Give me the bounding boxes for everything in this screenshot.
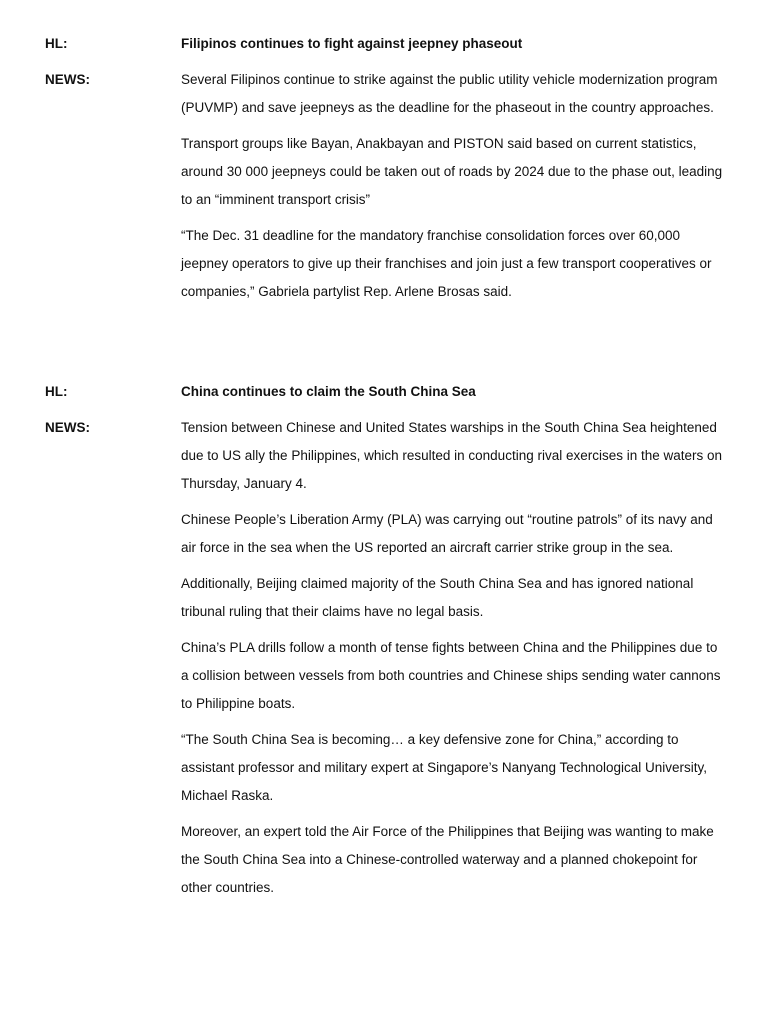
news-paragraph: Chinese People’s Liberation Army (PLA) was carrying out “routine patrols” of its navy and air force in the sea when the US reported an aircraft carrier strike group in the sea. — [181, 512, 713, 555]
news-row — [0, 66, 768, 306]
headline-row — [0, 30, 768, 58]
hl-label: HL: — [45, 36, 68, 51]
news-story-south-china-sea — [0, 378, 768, 902]
news-paragraph: “The Dec. 31 deadline for the mandatory franchise consolidation forces over 60,000 jeepney operators to give up their franchises and join just a few transport cooperatives or companies,” Gabriela partylist Rep. Arlene Brosas said. — [181, 228, 712, 299]
news-paragraph: China’s PLA drills follow a month of tense fights between China and the Philippines due to a collision between vessels from both countries and Chinese ships sending water cannons to Philippine boats. — [181, 640, 721, 711]
news-label: NEWS: — [45, 420, 90, 435]
news-paragraph: Tension between Chinese and United States warships in the South China Sea heightened due to US ally the Philippines, which resulted in conducting rival exercises in the waters on Thursday, January 4. — [181, 420, 723, 491]
news-paragraph: Additionally, Beijing claimed majority of the South China Sea and has ignored national tribunal ruling that their claims have no legal basis. — [181, 576, 694, 619]
news-story-jeepney — [0, 30, 768, 306]
headline-row — [0, 378, 768, 406]
news-paragraph: Moreover, an expert told the Air Force of the Philippines that Beijing was wanting to make the South China Sea into a Chinese-controlled waterway and a planned chokepoint for other countries. — [181, 824, 714, 895]
news-body — [181, 66, 726, 306]
news-paragraph: “The South China Sea is becoming… a key defensive zone for China,” according to assistant professor and military expert at Singapore’s Nanyang Technological University, Michael Raska. — [181, 732, 708, 803]
headline: Filipinos continues to fight against jeepney phaseout — [181, 36, 523, 51]
news-paragraph: Several Filipinos continue to strike against the public utility vehicle modernization program (PUVMP) and save jeepneys as the deadline for the phaseout in the country approaches. — [181, 72, 718, 115]
headline: China continues to claim the South China Sea — [181, 384, 476, 399]
news-body — [181, 414, 726, 902]
news-label: NEWS: — [45, 72, 90, 87]
news-row — [0, 414, 768, 902]
news-paragraph: Transport groups like Bayan, Anakbayan and PISTON said based on current statistics, around 30 000 jeepneys could be taken out of roads by 2024 due to the phase out, leading to an “imminent transport crisis” — [181, 136, 723, 207]
hl-label: HL: — [45, 384, 68, 399]
